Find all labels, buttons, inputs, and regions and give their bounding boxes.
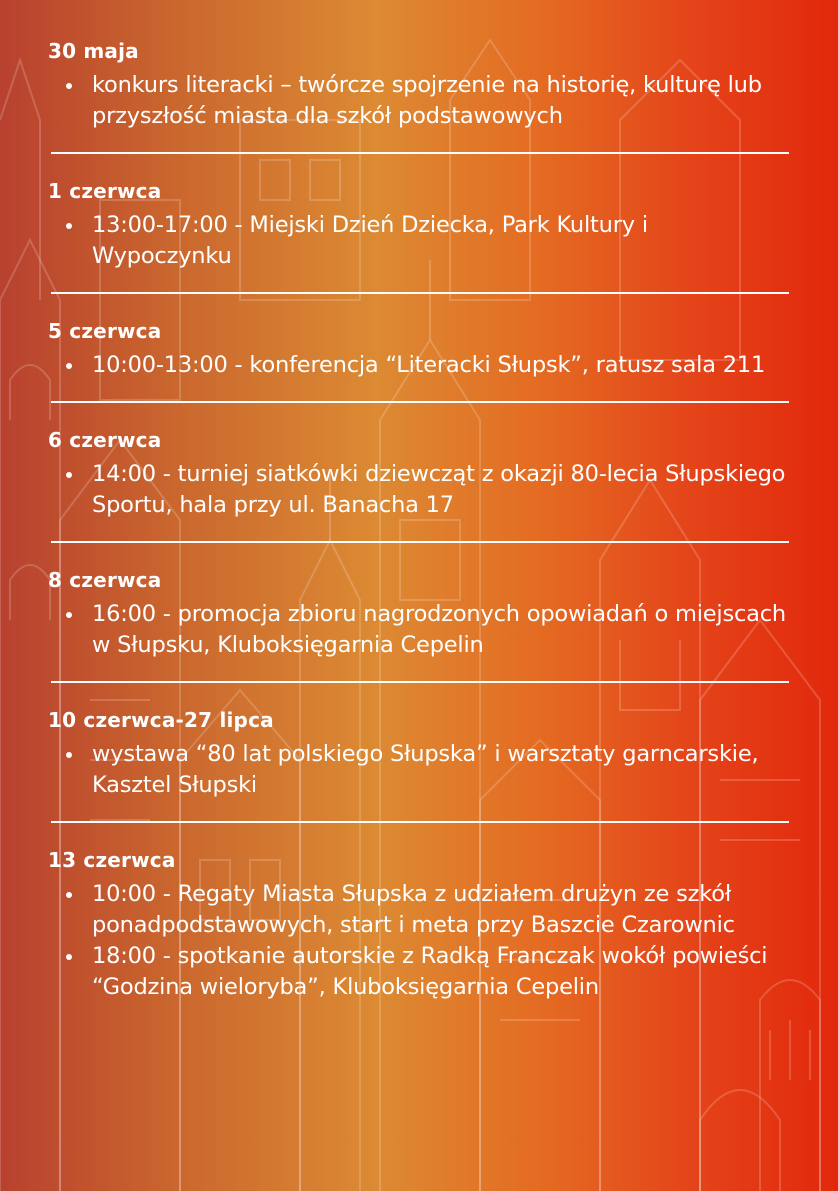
section-divider — [51, 292, 789, 294]
event-date: 5 czerwca — [48, 319, 162, 343]
event-item — [48, 70, 793, 132]
bullet-icon — [66, 363, 72, 369]
event-list — [48, 210, 793, 272]
event-list — [48, 459, 793, 521]
bullet-icon — [66, 223, 72, 229]
schedule-day — [48, 38, 793, 132]
schedule-day — [48, 178, 793, 272]
event-date: 10 czerwca-27 lipca — [48, 708, 274, 732]
event-item — [48, 879, 793, 941]
event-list — [48, 739, 793, 801]
section-divider — [51, 152, 789, 154]
event-item — [48, 599, 793, 661]
bullet-icon — [66, 612, 72, 618]
event-date: 8 czerwca — [48, 568, 162, 592]
event-item — [48, 210, 793, 272]
event-item — [48, 459, 793, 521]
bullet-icon — [66, 954, 72, 960]
bullet-icon — [66, 752, 72, 758]
section-divider — [51, 401, 789, 403]
event-date: 30 maja — [48, 39, 139, 63]
event-text: wystawa “80 lat polskiego Słupska” i warsztaty garncarskie, Kasztel Słupski — [92, 741, 759, 798]
event-text: 10:00 - Regaty Miasta Słupska z udziałem drużyn ze szkół ponadpodstawowych, start i meta przy Baszcie Czarownic — [92, 881, 735, 938]
section-divider — [51, 681, 789, 683]
bullet-icon — [66, 892, 72, 898]
schedule-day — [48, 847, 793, 1003]
event-item — [48, 941, 793, 1003]
event-date: 1 czerwca — [48, 179, 162, 203]
schedule-day — [48, 318, 793, 381]
bullet-icon — [66, 83, 72, 89]
event-text: 16:00 - promocja zbioru nagrodzonych opowiadań o miejscach w Słupsku, Kluboksięgarnia Cepelin — [92, 601, 786, 658]
section-divider — [51, 821, 789, 823]
event-item — [48, 350, 793, 381]
schedule-day — [48, 427, 793, 521]
event-text: 14:00 - turniej siatkówki dziewcząt z okazji 80-lecia Słupskiego Sportu, hala przy ul. Banacha 17 — [92, 461, 786, 518]
event-date: 6 czerwca — [48, 428, 162, 452]
event-text: konkurs literacki – twórcze spojrzenie na historię, kulturę lub przyszłość miasta dla szkół podstawowych — [92, 72, 762, 129]
event-list — [48, 350, 793, 381]
event-date: 13 czerwca — [48, 848, 176, 872]
schedule-day — [48, 707, 793, 801]
event-text: 10:00-13:00 - konferencja “Literacki Słupsk”, ratusz sala 211 — [92, 352, 766, 378]
event-list — [48, 70, 793, 132]
event-item — [48, 739, 793, 801]
section-divider — [51, 541, 789, 543]
event-text: 13:00-17:00 - Miejski Dzień Dziecka, Park Kultury i Wypoczynku — [92, 212, 648, 269]
event-text: 18:00 - spotkanie autorskie z Radką Franczak wokół powieści “Godzina wieloryba”, Kluboksięgarnia Cepelin — [92, 943, 768, 1000]
event-list — [48, 879, 793, 1003]
bullet-icon — [66, 472, 72, 478]
event-list — [48, 599, 793, 661]
event-schedule — [48, 38, 793, 1003]
schedule-day — [48, 567, 793, 661]
